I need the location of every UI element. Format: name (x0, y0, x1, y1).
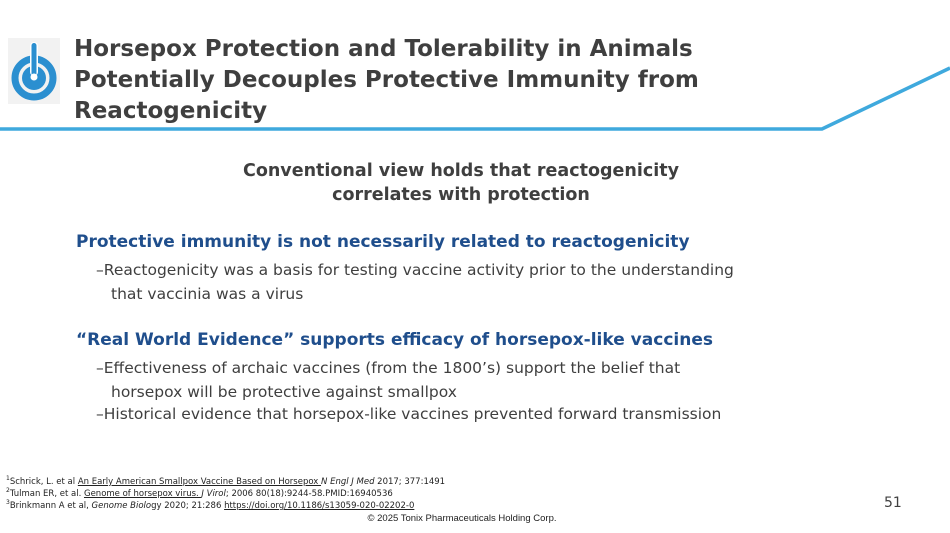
title-underline-accent (0, 62, 950, 142)
reference-link[interactable]: An Early American Smallpox Vaccine Based on Horsepox (77, 477, 322, 487)
reference-item: $^1$Schrick, L. et al An Early American Smallpox Vaccine Based on Horsepox N Engl J Med 2017; 377:1491 (6, 475, 446, 487)
reference-item: $^2$Tulman ER, et al. Genome of horsepox virus. J Virol; 2006 80(18):9244-58.PMID:16940536 (6, 487, 393, 499)
section-heading-immunity: Protective immunity is not necessarily related to reactogenicity (76, 232, 690, 252)
copyright-notice: © 2025 Tonix Pharmaceuticals Holding Corp. (367, 513, 557, 524)
bullet-line: horsepox will be protective against smallpox (111, 383, 457, 401)
reference-link[interactable]: https://doi.org/10.1186/s13059-020-02202-0 (224, 501, 415, 511)
section-heading-real-world-evidence: “Real World Evidence” supports efficacy of horsepox-like vaccines (76, 330, 713, 350)
bullet-reactogenicity-basis (96, 258, 876, 306)
bullet-archaic-vaccines (96, 356, 876, 404)
slide-subtitle (0, 159, 922, 207)
subtitle-line-1: Conventional view holds that reactogenicity (242, 161, 679, 181)
page-number: 51 (884, 495, 902, 511)
slide-title: Horsepox Protection and Tolerability in Animals Potentially Decouples Protective Immunity from Reactogenicity (74, 36, 699, 124)
reference-item: $^3$Brinkmann A et al, Genome Biology 2020; 21:286 https://doi.org/10.1186/s13059-020-02202-0 (6, 499, 415, 511)
bullet-line: –Historical evidence that horsepox-like vaccines prevented forward transmission (96, 405, 722, 423)
bullet-line: –Reactogenicity was a basis for testing vaccine activity prior to the understanding (96, 261, 734, 279)
subtitle-line-2: correlates with protection (332, 185, 590, 205)
references (6, 476, 445, 512)
reference-link[interactable]: Genome of horsepox virus. (83, 489, 202, 499)
bullet-historical-evidence (96, 402, 876, 426)
bullet-line: –Effectiveness of archaic vaccines (from the 1800’s) support the belief that (96, 359, 681, 377)
bullet-line: that vaccinia was a virus (111, 285, 304, 303)
